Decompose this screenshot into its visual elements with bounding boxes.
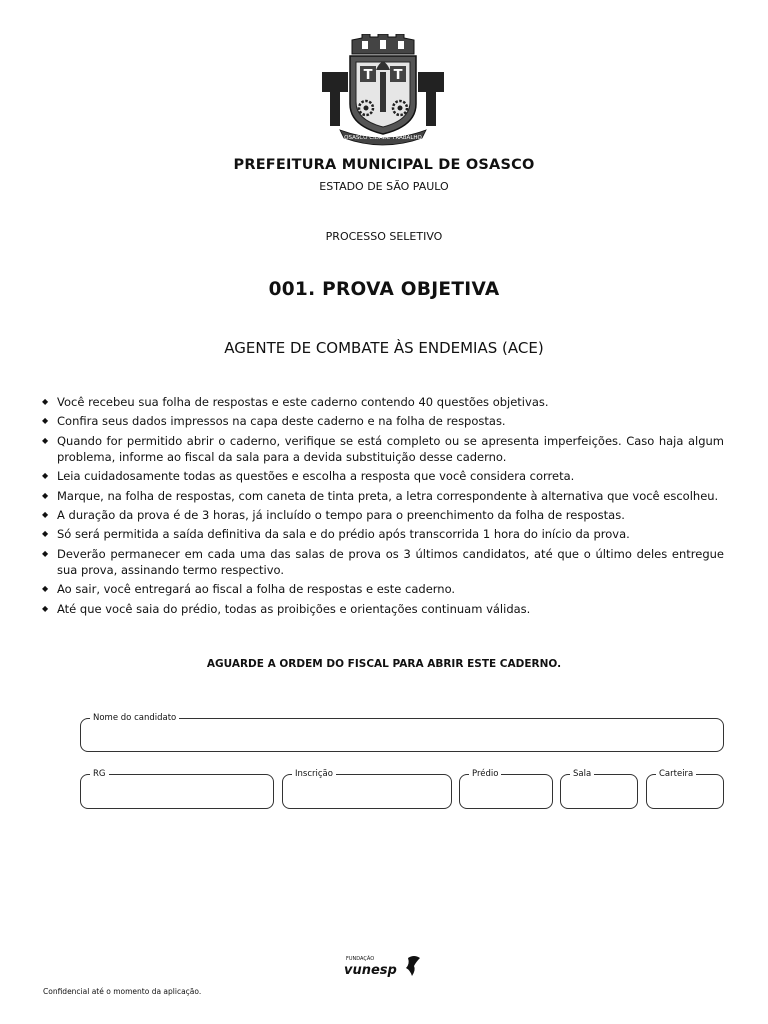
rg-field[interactable] [80,769,274,809]
logo-vunesp-text: vunesp [344,963,397,978]
predio-label: Prédio [469,768,501,780]
confidential-note: Confidencial até o momento da aplicação. [43,987,202,996]
svg-text:T: T [363,68,373,83]
carteira-label: Carteira [656,768,696,780]
logo-foundation-text: FUNDAÇÃO [346,956,375,962]
instruction-item: ◆ Você recebeu sua folha de respostas e este caderno contendo 40 questões objetivas. [42,394,724,411]
osasco-coat-of-arms [318,34,448,146]
instructions-list [42,394,724,620]
sala-field[interactable] [560,769,638,809]
instruction-item: ◆ Ao sair, você entregará ao fiscal a folha de respostas e este caderno. [42,581,724,598]
candidate-name-field[interactable] [80,713,724,752]
instruction-item: ◆ Quando for permitido abrir o caderno, verifique se está completo ou se apresenta imperfeições. Caso haja algum problema, informe ao fiscal da sala para a devida substituição desse caderno. [42,433,724,466]
position-title: AGENTE DE COMBATE ÀS ENDEMIAS (ACE) [224,339,544,357]
rg-label: RG [90,768,109,780]
instruction-item: ◆ A duração da prova é de 3 horas, já incluído o tempo para o preenchimento da folha de respostas. [42,507,724,524]
instruction-item: ◆ Marque, na folha de respostas, com caneta de tinta preta, a letra correspondente à alternativa que você escolheu. [42,488,724,505]
instruction-item: ◆ Até que você saia do prédio, todas as proibições e orientações continuam válidas. [42,601,724,618]
candidate-name-label: Nome do candidato [90,712,179,724]
exam-title: 001. PROVA OBJETIVA [268,279,500,300]
instruction-item: ◆ Leia cuidadosamente todas as questões e escolha a resposta que você considera correta. [42,468,724,485]
vunesp-logo [344,952,426,980]
inscricao-field[interactable] [282,769,452,809]
sala-label: Sala [570,768,594,780]
crest-banner-text: OSASCO CIDADE TRABALHO [344,135,422,141]
process-label: PROCESSO SELETIVO [325,230,443,243]
instruction-item: ◆ Deverão permanecer em cada uma das salas de prova os 3 últimos candidatos, até que o último deles entregue sua prova, assinando termo respectivo. [42,546,724,579]
instruction-item: ◆ Confira seus dados impressos na capa deste caderno e na folha de respostas. [42,413,724,430]
instruction-item: ◆ Só será permitida a saída definitiva da sala e do prédio após transcorrida 1 hora do início da prova. [42,526,724,543]
logo-mark-icon [406,956,420,976]
svg-text:T: T [393,68,403,83]
state-subtitle: ESTADO DE SÃO PAULO [319,180,449,193]
carteira-field[interactable] [646,769,724,809]
wait-warning: AGUARDE A ORDEM DO FISCAL PARA ABRIR ESTE CADERNO. [206,658,562,670]
predio-field[interactable] [459,769,553,809]
organization-title: PREFEITURA MUNICIPAL DE OSASCO [233,157,535,173]
inscricao-label: Inscrição [292,768,336,780]
